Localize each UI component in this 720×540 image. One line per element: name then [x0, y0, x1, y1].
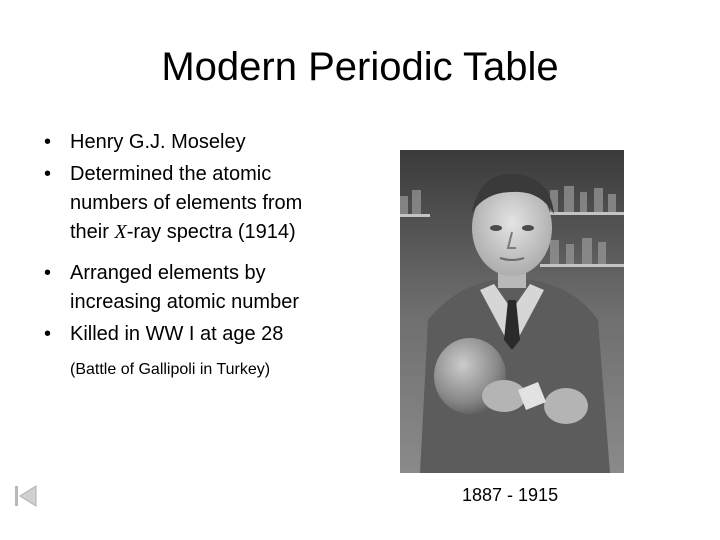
bullet-text-part: Determined the atomic numbers of elements from their — [70, 163, 303, 243]
bullet-marker: • — [44, 323, 52, 345]
bullet-item — [44, 320, 344, 349]
photo-caption: 1887 - 1915 — [462, 485, 559, 505]
bullet-item — [44, 128, 344, 157]
bullet-marker: • — [44, 131, 52, 153]
bullet-item — [44, 160, 344, 247]
xray-x-letter: X — [114, 221, 127, 243]
slide-title: Modern Periodic Table — [161, 45, 559, 89]
bullet-text: Killed in WW I at age 28 — [70, 323, 284, 345]
bullet-marker: • — [44, 262, 52, 284]
bullet-text: Henry G.J. Moseley — [70, 131, 246, 153]
battle-note: (Battle of Gallipoli in Turkey) — [70, 361, 271, 378]
bullet-list — [44, 128, 344, 352]
bullet-item — [44, 259, 344, 317]
bullet-text-part: -ray spectra (1914) — [126, 221, 296, 243]
first-slide-icon[interactable] — [14, 485, 38, 507]
bullet-text: Arranged elements by increasing atomic number — [70, 262, 299, 313]
bullet-text — [70, 163, 302, 243]
portrait-photo — [400, 150, 624, 473]
bullet-marker: • — [44, 163, 52, 185]
